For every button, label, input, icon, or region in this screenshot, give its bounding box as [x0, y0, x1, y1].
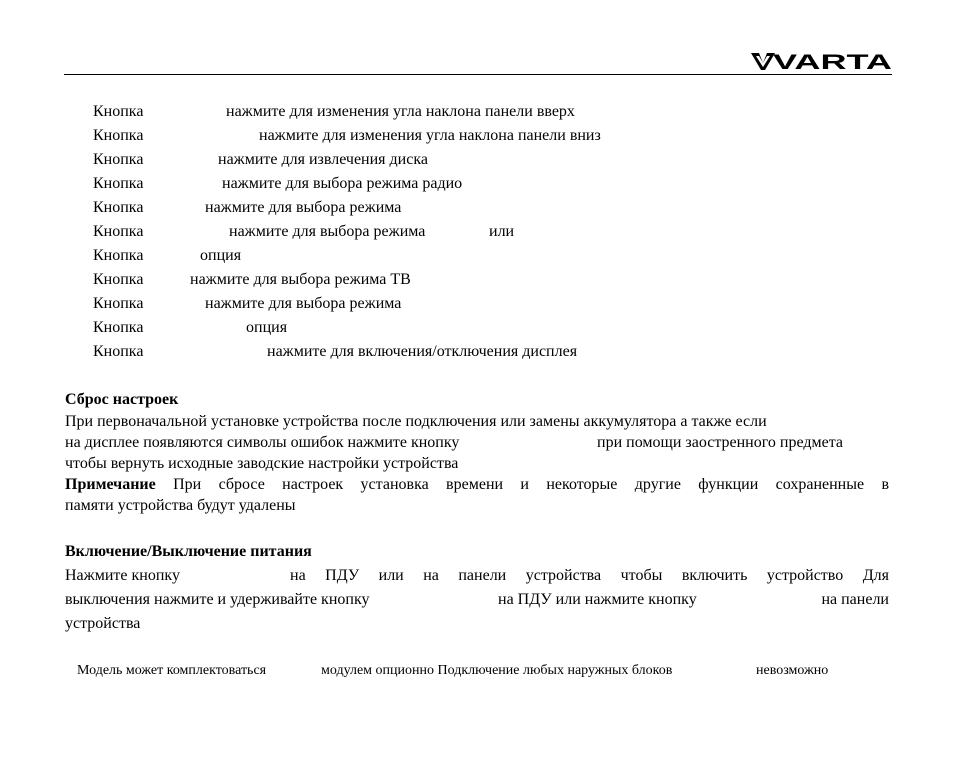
button-label: Кнопка: [93, 175, 144, 192]
button-description: нажмите для выбора режима: [205, 295, 402, 312]
list-item: [0, 341, 954, 365]
footnote: [0, 661, 954, 681]
text-line: [65, 588, 889, 612]
button-label: Кнопка: [93, 319, 144, 336]
list-item: [0, 101, 954, 125]
reset-section-body: [65, 411, 889, 516]
button-label: Кнопка: [93, 223, 144, 240]
power-section-body: [65, 564, 889, 636]
text-line: чтобы вернуть исходные заводские настройки устройства: [65, 455, 459, 472]
list-item: [0, 245, 954, 269]
button-description: нажмите для выбора режима: [229, 223, 426, 240]
text-segment: Нажмите кнопку: [65, 567, 180, 584]
list-item: [0, 149, 954, 173]
button-label: Кнопка: [93, 127, 144, 144]
text-segment: на дисплее появляются символы ошибок нажмите кнопку: [65, 434, 460, 451]
text-segment: на ПДУ или на панели устройства чтобы включить устройство Для: [290, 567, 889, 584]
footnote-segment: модулем опционно Подключение любых наружных блоков: [321, 663, 673, 678]
power-section-title: Включение/Выключение питания: [65, 543, 312, 560]
button-list: [0, 101, 954, 365]
list-item: [0, 293, 954, 317]
header-rule: [64, 74, 892, 75]
note-label: Примечание: [65, 476, 156, 493]
reset-section-title: Сброс настроек: [65, 391, 179, 408]
list-item: [0, 221, 954, 245]
list-item: [0, 269, 954, 293]
button-description: нажмите для включения/отключения дисплея: [267, 343, 578, 360]
footnote-segment: Модель может комплектоваться: [77, 663, 267, 678]
text-segment: выключения нажмите и удерживайте кнопку: [65, 591, 370, 608]
button-label: Кнопка: [93, 247, 144, 264]
button-description: нажмите для извлечения диска: [218, 151, 428, 168]
button-label: Кнопка: [93, 199, 144, 216]
button-description: нажмите для выбора режима ТВ: [190, 271, 411, 288]
button-description: нажмите для выбора режима радио: [222, 175, 463, 192]
note-text: При сбросе настроек установка времени и некоторые другие функции сохраненные в: [155, 476, 889, 493]
text-segment: на панели: [821, 591, 889, 608]
button-description: опция: [246, 319, 288, 336]
button-description: нажмите для выбора режима: [205, 199, 402, 216]
text-line: [65, 432, 889, 453]
button-description: нажмите для изменения угла наклона панели вниз: [259, 127, 601, 144]
list-item: [0, 317, 954, 341]
list-item: [0, 125, 954, 149]
text-line: памяти устройства будут удалены: [65, 497, 296, 514]
button-description-extra: или: [489, 223, 515, 240]
text-line: [65, 564, 889, 588]
button-label: Кнопка: [93, 271, 144, 288]
button-label: Кнопка: [93, 103, 144, 120]
button-label: Кнопка: [93, 295, 144, 312]
text-segment: при помощи заостренного предмета: [597, 434, 843, 451]
svg-text:VARTA: VARTA: [773, 51, 892, 72]
text-segment: на ПДУ или нажмите кнопку: [498, 591, 697, 608]
button-label: Кнопка: [93, 343, 144, 360]
list-item: [0, 173, 954, 197]
note-line: [65, 474, 889, 495]
list-item: [0, 197, 954, 221]
button-description: опция: [200, 247, 242, 264]
text-line: При первоначальной установке устройства после подключения или замены аккумулятора а также если: [65, 413, 767, 430]
text-line: устройства: [65, 615, 141, 632]
button-description: нажмите для изменения угла наклона панели вверх: [226, 103, 575, 120]
varta-logo: [751, 50, 892, 72]
button-label: Кнопка: [93, 151, 144, 168]
footnote-segment: невозможно: [756, 663, 829, 678]
